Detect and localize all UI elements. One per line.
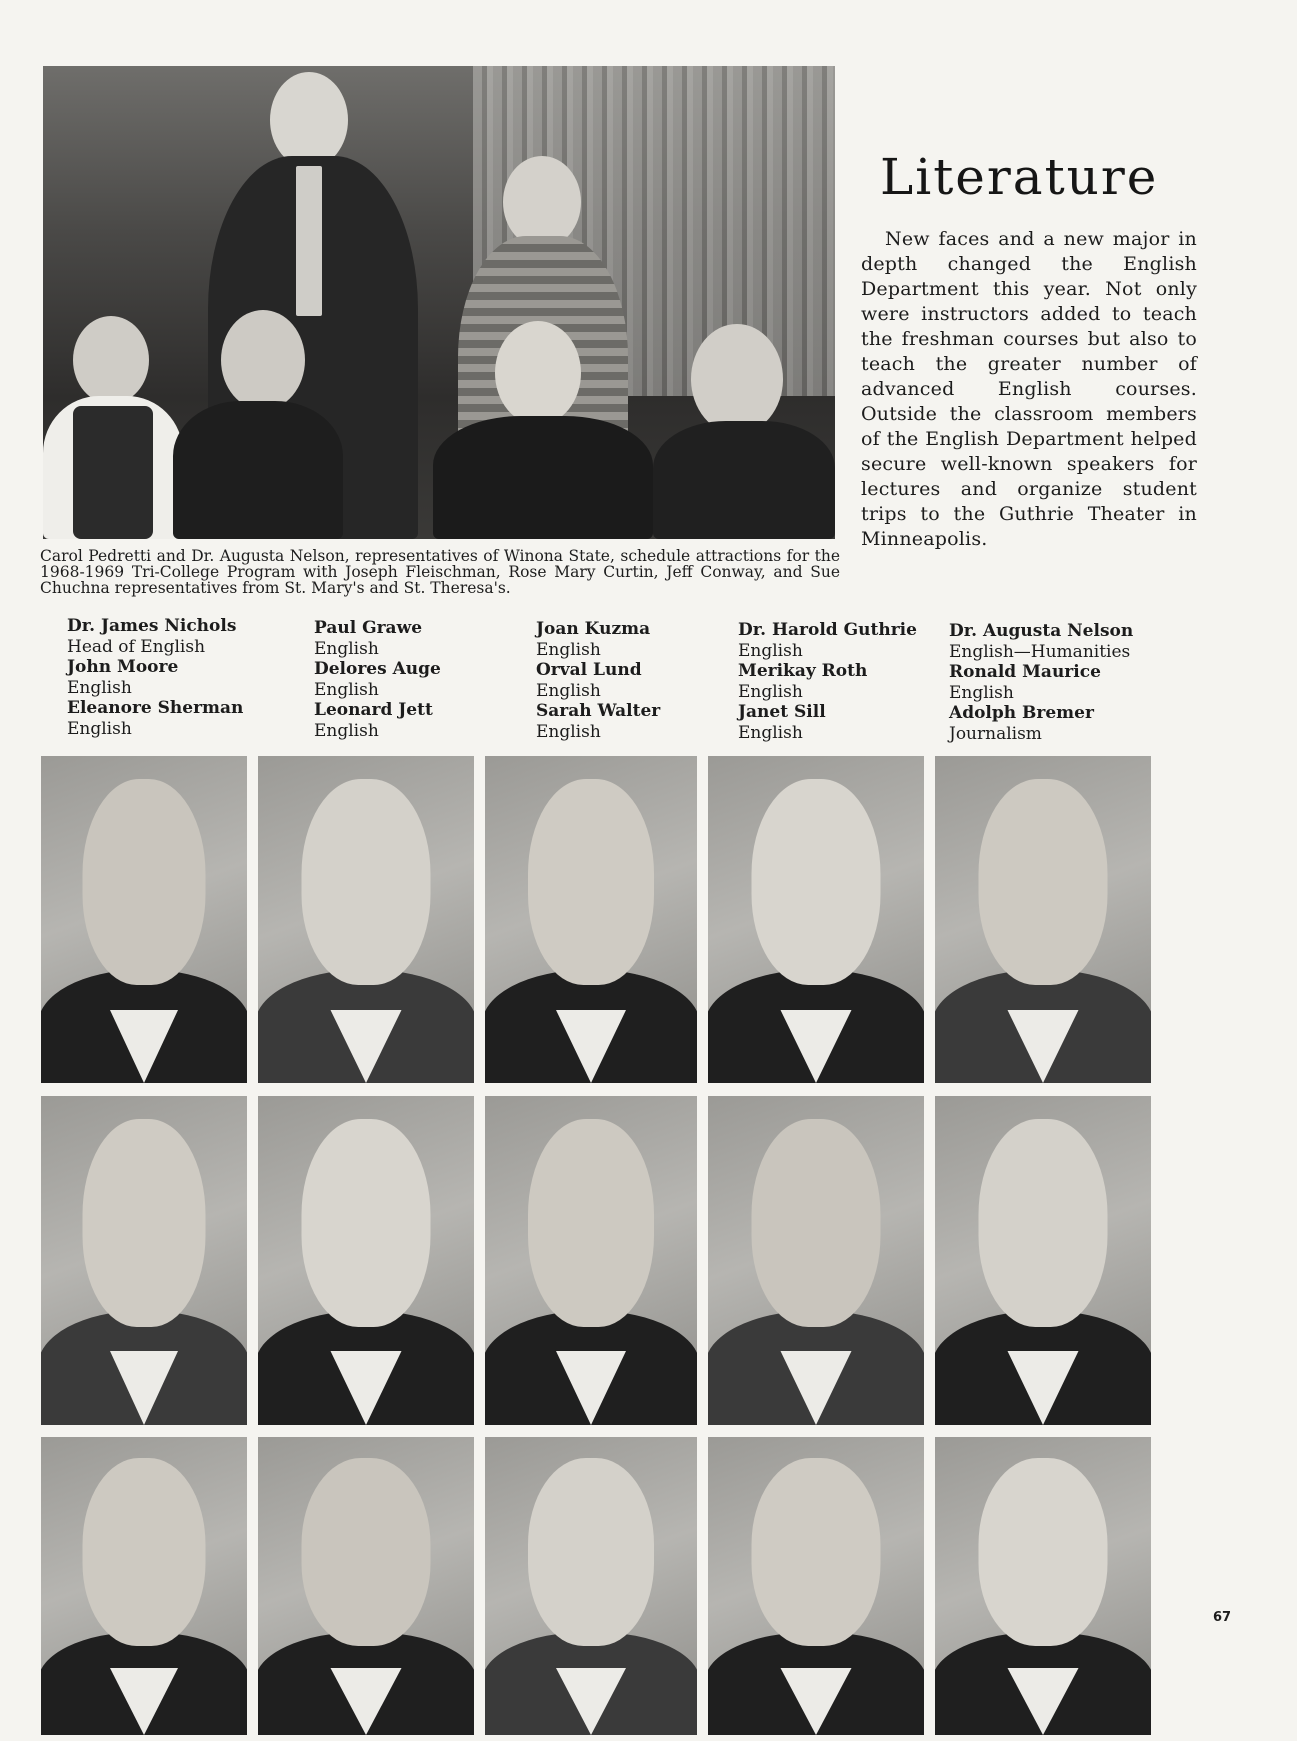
faculty-portrait [708,1096,924,1425]
faculty-name: Eleanore Sherman [67,698,244,718]
faculty-portrait [485,1096,697,1425]
faculty-name: Janet Sill [738,702,826,722]
portrait-face [752,1119,881,1327]
portrait-face [979,779,1108,985]
faculty-role: English [949,682,1014,703]
faculty-name: Ronald Maurice [949,662,1101,682]
faculty-role: English [738,722,803,743]
faculty-role: English [67,677,132,698]
faculty-portrait [485,1437,697,1735]
faculty-column [949,621,1133,744]
photo-figure [43,306,183,539]
faculty-portrait [708,1437,924,1735]
faculty-column [738,620,917,743]
photo-figure [653,316,835,539]
faculty-column [536,619,660,742]
group-photo [43,66,835,539]
portrait-face [528,1458,654,1646]
page-title: Literature [880,148,1159,206]
faculty-portrait [485,756,697,1083]
faculty-name: Delores Auge [314,659,441,679]
photo-figure [173,306,343,539]
faculty-role: English—Humanities [949,641,1131,662]
faculty-name: Dr. Augusta Nelson [949,621,1134,641]
faculty-role: English [314,638,379,659]
faculty-portrait [41,1437,247,1735]
portrait-face [979,1119,1108,1327]
portrait-face [302,1458,431,1646]
portrait-face [83,779,206,985]
faculty-portrait [935,1096,1151,1425]
faculty-role: English [536,680,601,701]
faculty-portrait [935,756,1151,1083]
faculty-role: English [67,718,132,739]
faculty-name: Dr. James Nichols [67,616,237,636]
portrait-face [528,779,654,985]
faculty-column [314,618,441,741]
faculty-portrait [258,1437,474,1735]
faculty-role: English [314,720,379,741]
faculty-name: Adolph Bremer [949,703,1094,723]
portrait-face [302,779,431,985]
faculty-portrait [41,1096,247,1425]
faculty-column [67,616,243,739]
faculty-role: English [738,681,803,702]
faculty-role: Head of English [67,636,206,657]
portrait-face [83,1458,206,1646]
faculty-role: English [738,640,803,661]
faculty-role: English [536,721,601,742]
faculty-role: Journalism [949,723,1042,744]
faculty-portrait [41,756,247,1083]
page-number: 67 [1213,1610,1232,1625]
faculty-portrait [258,756,474,1083]
portrait-face [83,1119,206,1327]
faculty-role: English [314,679,379,700]
photo-figure [433,321,653,539]
faculty-name: Merikay Roth [738,661,868,681]
faculty-name: Orval Lund [536,660,642,680]
faculty-role: English [536,639,601,660]
faculty-name: Sarah Walter [536,701,661,721]
faculty-portrait [258,1096,474,1425]
faculty-name: John Moore [67,657,179,677]
portrait-face [752,1458,881,1646]
portrait-face [302,1119,431,1327]
portrait-face [752,779,881,985]
faculty-name: Paul Grawe [314,618,423,638]
faculty-name: Dr. Harold Guthrie [738,620,917,640]
faculty-name: Leonard Jett [314,700,433,720]
faculty-portrait [708,756,924,1083]
portrait-face [528,1119,654,1327]
faculty-portrait [935,1437,1151,1735]
photo-caption: Carol Pedretti and Dr. Augusta Nelson, representatives of Winona State, schedule attractions for the 1968-1969 Tri-College Program with Joseph Fleischman, Rose Mary Curtin, Jeff Conway, and Sue Chuchna representatives from St. Mary's and St. Theresa's. [40,547,840,597]
faculty-name: Joan Kuzma [536,619,651,639]
intro-paragraph: New faces and a new major in depth changed the English Department this year. Not only were instructors added to teach the freshman courses but also to teach the greater number of advanced English courses. Outside the classroom members of the English Department helped secure well-known speakers for lectures and organize student trips to the Guthrie Theater in Minneapolis. [861,228,1197,550]
portrait-face [979,1458,1108,1646]
